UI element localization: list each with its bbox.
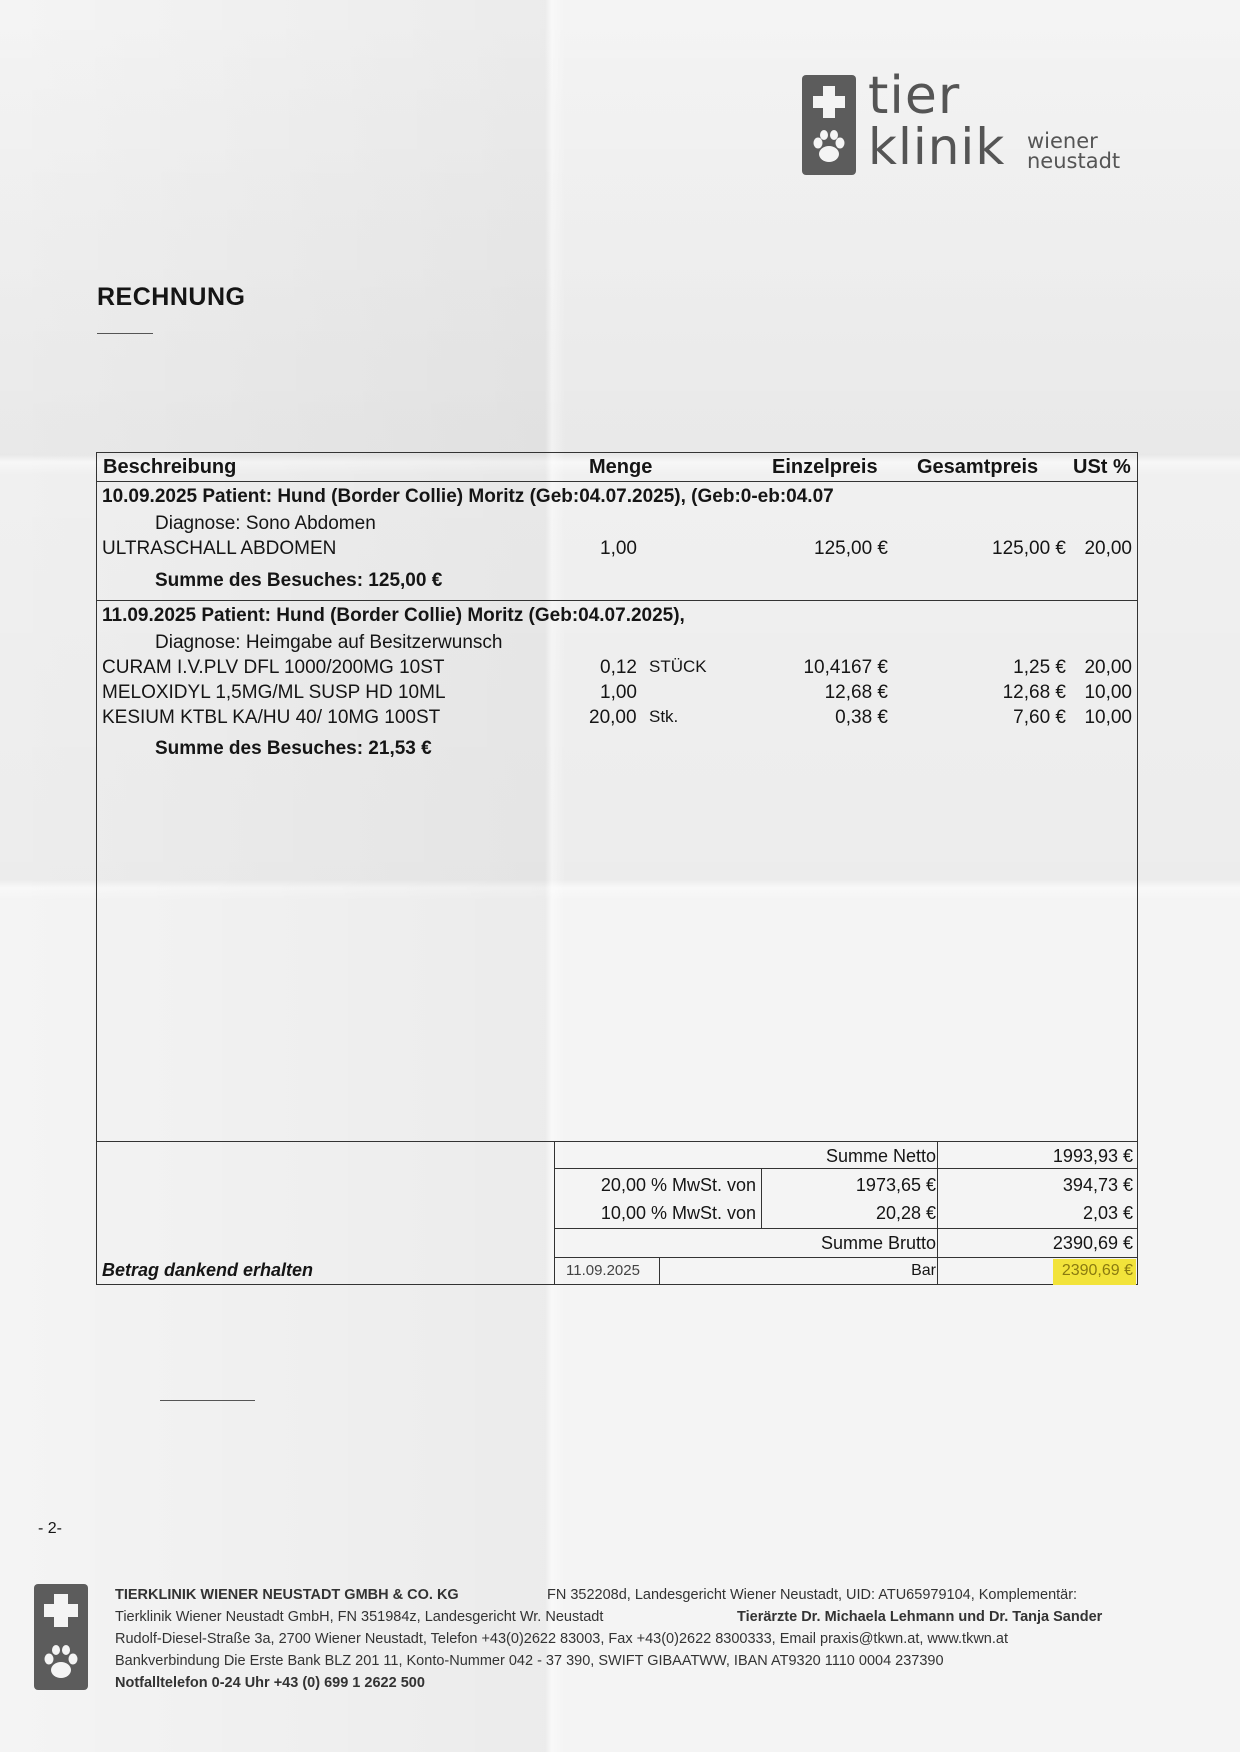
line-item-unit: Stk. <box>649 707 679 726</box>
line-item-vat: 20,00 <box>1084 657 1132 678</box>
visit-heading: 11.09.2025 Patient: Hund (Border Collie) Moritz (Geb:04.07.2025), <box>102 605 685 626</box>
medical-cross-icon <box>34 1584 88 1637</box>
payment-date: 11.09.2025 <box>566 1262 640 1279</box>
netto-label: Summe Netto <box>825 1146 936 1166</box>
logo-sub-wiener: wiener <box>1027 129 1098 153</box>
visit-sum: Summe des Besuches: 21,53 € <box>155 738 432 759</box>
line-item-description: MELOXIDYL 1,5MG/ML SUSP HD 10ML <box>102 682 446 703</box>
footer-bank: Bankverbindung Die Erste Bank BLZ 201 11, Konto-Nummer 042 - 37 390, SWIFT GIBAATWW, IBAN AT9320 1110 0004 237390 <box>115 1653 944 1669</box>
footer-emergency: Notfalltelefon 0-24 Uhr +43 (0) 699 1 2622 500 <box>115 1675 425 1691</box>
line-item-description: KESIUM KTBL KA/HU 40/ 10MG 100ST <box>102 707 441 728</box>
brutto-value: 2390,69 € <box>1052 1233 1133 1253</box>
header-description: Beschreibung <box>103 456 237 478</box>
line-item-quantity: 1,00 <box>600 682 637 703</box>
header-divider <box>96 481 1138 482</box>
totals-grid-row1 <box>554 1168 1138 1169</box>
header-quantity: Menge <box>589 456 653 478</box>
totals-grid-row3 <box>554 1257 1138 1258</box>
visit-sum: Summe des Besuches: 125,00 € <box>155 570 443 591</box>
line-item-description: CURAM I.V.PLV DFL 1000/200MG 10ST <box>102 657 445 678</box>
line-item-vat: 20,00 <box>1084 538 1132 559</box>
logo-word-klinik: klinik <box>868 118 1006 176</box>
visit-diagnosis: Diagnose: Heimgabe auf Besitzerwunsch <box>155 632 503 653</box>
line-item-unit-price: 0,38 € <box>835 707 888 728</box>
totals-grid-mid <box>937 1141 938 1285</box>
line-item-unit-price: 12,68 € <box>824 682 888 703</box>
vat-amount: 394,73 € <box>1062 1175 1133 1195</box>
paid-amount: 2390,69 € <box>1061 1262 1133 1279</box>
vat-amount: 2,03 € <box>1082 1203 1133 1223</box>
title-underline <box>97 333 153 334</box>
line-item-description: ULTRASCHALL ABDOMEN <box>102 538 337 559</box>
header-total-price: Gesamtpreis <box>917 456 1039 478</box>
signature-line <box>160 1400 255 1401</box>
document-title: RECHNUNG <box>97 283 246 311</box>
footer-logo <box>34 1584 88 1690</box>
footer-company: TIERKLINIK WIENER NEUSTADT GMBH & CO. KG <box>115 1587 459 1603</box>
footer-line2-right: Tierärzte Dr. Michaela Lehmann und Dr. Tanja Sander <box>737 1609 1103 1625</box>
line-item-vat: 10,00 <box>1084 707 1132 728</box>
vat-rate: 20,00 % MwSt. von <box>600 1175 756 1195</box>
line-item-total: 12,68 € <box>1002 682 1066 703</box>
visit-divider <box>96 600 1138 601</box>
line-item-vat: 10,00 <box>1084 682 1132 703</box>
vat-base: 1973,65 € <box>855 1175 936 1195</box>
payment-method: Bar <box>911 1262 936 1279</box>
footer-line2-left: Tierklinik Wiener Neustadt GmbH, FN 351984z, Landesgericht Wr. Neustadt <box>115 1609 604 1625</box>
logo-sub-neustadt: neustadt <box>1027 149 1121 173</box>
line-item-unit-price: 125,00 € <box>814 538 888 559</box>
totals-grid-left <box>554 1141 555 1285</box>
line-item-total: 125,00 € <box>992 538 1066 559</box>
netto-value: 1993,93 € <box>1052 1146 1133 1166</box>
visit-heading: 10.09.2025 Patient: Hund (Border Collie) Moritz (Geb:04.07.2025), (Geb:0-eb:04.07 <box>102 486 834 507</box>
footer-address: Rudolf-Diesel-Straße 3a, 2700 Wiener Neustadt, Telefon +43(0)2622 83003, Fax +43(0)2622 8300333, Email praxis@tkwn.at, www.tkwn.at <box>115 1631 1008 1647</box>
brutto-label: Summe Brutto <box>820 1233 936 1253</box>
line-item-unit: STÜCK <box>649 657 707 676</box>
line-item-quantity: 20,00 <box>589 707 637 728</box>
footer-line1: FN 352208d, Landesgericht Wiener Neustadt, UID: ATU65979104, Komplementär: <box>547 1587 1078 1603</box>
header-vat: USt % <box>1073 456 1131 478</box>
vat-rate: 10,00 % MwSt. von <box>600 1203 756 1223</box>
totals-divider <box>96 1141 1138 1142</box>
received-label: Betrag dankend erhalten <box>102 1260 314 1280</box>
line-item-total: 1,25 € <box>1013 657 1066 678</box>
logo-word-tier: tier <box>868 66 961 126</box>
totals-grid-vat-col <box>761 1168 762 1228</box>
line-item-unit-price: 10,4167 € <box>803 657 888 678</box>
paw-icon <box>34 1637 88 1690</box>
visit-diagnosis: Diagnose: Sono Abdomen <box>155 513 376 534</box>
line-item-total: 7,60 € <box>1013 707 1066 728</box>
page-marker: - 2- <box>38 1520 62 1537</box>
header-unit-price: Einzelpreis <box>772 456 878 478</box>
line-item-quantity: 1,00 <box>600 538 637 559</box>
paw-icon <box>802 121 856 175</box>
line-item-quantity: 0,12 <box>600 657 637 678</box>
vat-base: 20,28 € <box>875 1203 936 1223</box>
date-box-right <box>659 1257 660 1285</box>
totals-grid-row2 <box>554 1228 1138 1229</box>
